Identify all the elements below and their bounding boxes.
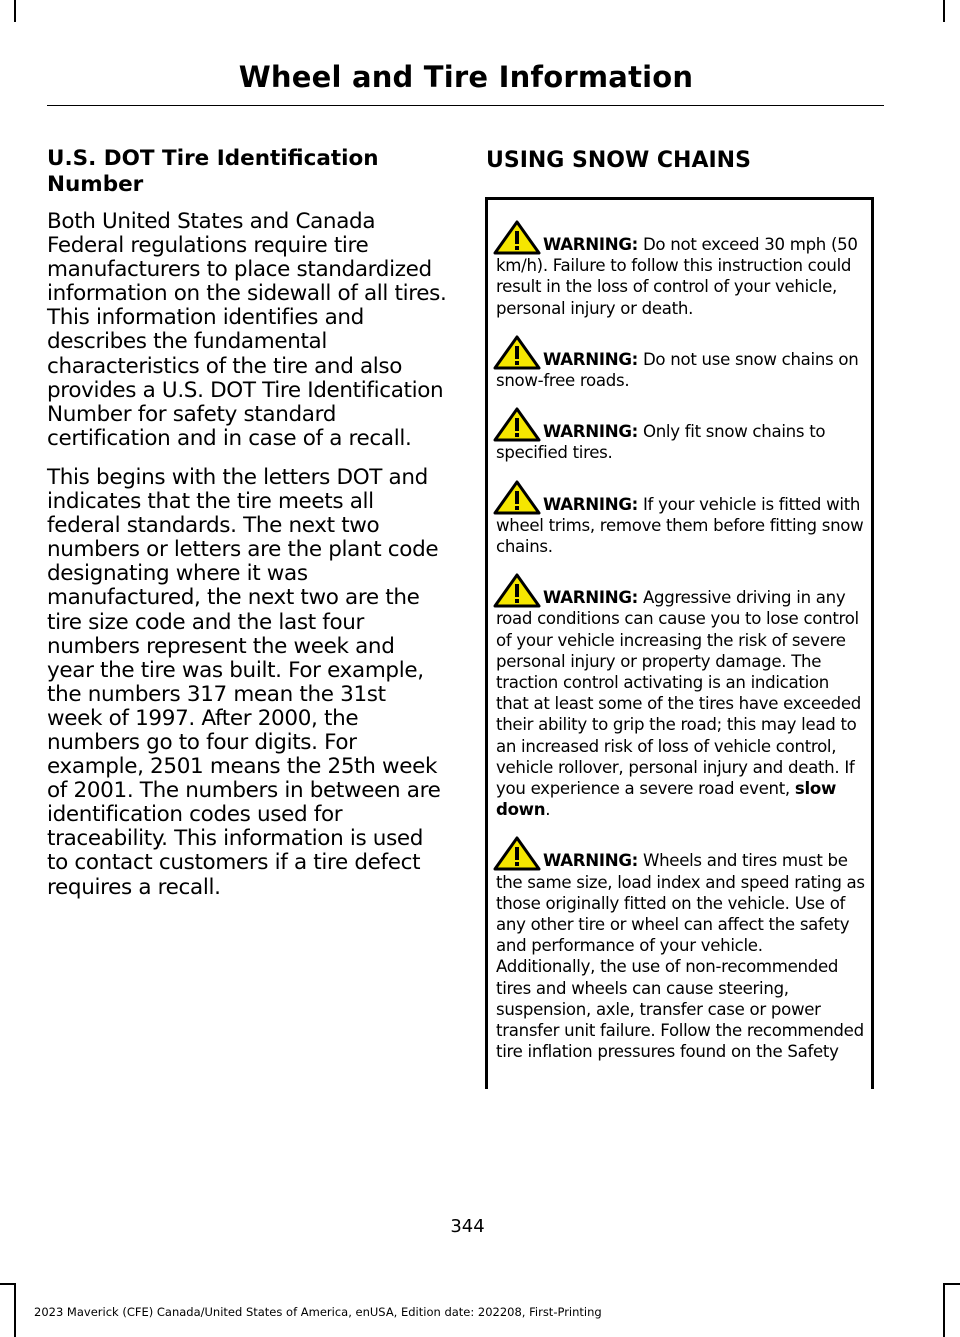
- warning-item: [496, 407, 866, 463]
- warning-text-end: .: [545, 800, 551, 820]
- footer-edition-text: 2023 Maverick (CFE) Canada/United States of America, enUSA, Edition date: 202208, First-Printing: [34, 1305, 602, 1319]
- left-column: [47, 146, 447, 915]
- warning-item: [496, 335, 866, 391]
- warning-triangle-icon: [492, 480, 542, 515]
- crop-mark-bottom-left-h: [0, 1283, 16, 1285]
- warning-item: [496, 836, 866, 1062]
- section-heading-snow-chains: USING SNOW CHAINS: [486, 148, 751, 173]
- warning-text: Aggressive driving in any road conditions can cause you to lose control of your vehicle increasing the risk of severe personal injury or property damage. The traction control activating is an indication that at least some of the tires have exceeded their ability to grip the road; this may lead to an increased risk of loss of vehicle control, vehicle rollover, personal injury and death. If you experience a severe road event,: [496, 588, 862, 799]
- warning-text: Wheels and tires must be the same size, load index and speed rating as those originally fitted on the vehicle. Use of any other tire or wheel can affect the safety and performance of your vehicle. Additionally, the use of non-recommended tires and wheels can cause steering, suspension, axle, transfer case or power transfer unit failure. Follow the recommended tire inflation pressures found on the Safety: [496, 851, 865, 1062]
- header-divider: [47, 105, 884, 106]
- warning-item: [496, 573, 866, 820]
- warning-label: WARNING:: [543, 851, 638, 871]
- warning-triangle-icon: [492, 407, 542, 442]
- warning-triangle-icon: [492, 573, 542, 608]
- crop-mark-bottom-right-v: [943, 1283, 945, 1337]
- warning-text: If your vehicle is fitted with wheel trims, remove them before fitting snow chains.: [496, 494, 864, 557]
- page-number: 344: [450, 1216, 485, 1237]
- warning-item: [496, 220, 866, 319]
- warning-label: WARNING:: [543, 494, 638, 514]
- warning-box: [485, 197, 874, 1089]
- warning-text: Do not use snow chains on snow-free roads.: [496, 349, 859, 391]
- section-heading-dot-tin: U.S. DOT Tire Identification Number: [47, 146, 379, 197]
- warning-emphasis: slow down: [496, 779, 836, 820]
- warning-triangle-icon: [492, 335, 542, 370]
- warning-item: [496, 480, 866, 558]
- warning-text: Only fit snow chains to specified tires.: [496, 422, 826, 463]
- warning-label: WARNING:: [543, 422, 638, 442]
- crop-mark-top-right-v: [943, 0, 945, 22]
- warning-text: Do not exceed 30 mph (50 km/h). Failure to follow this instruction could result in the loss of control of your vehicle, personal injury or death.: [496, 235, 858, 318]
- warning-label: WARNING:: [543, 349, 638, 369]
- crop-mark-top-left-v: [14, 0, 16, 22]
- warning-label: WARNING:: [543, 588, 638, 608]
- crop-mark-bottom-right-h: [943, 1283, 960, 1285]
- warning-label: WARNING:: [543, 235, 638, 254]
- page-title: Wheel and Tire Information: [238, 60, 694, 94]
- warning-triangle-icon: [492, 220, 542, 255]
- warning-triangle-icon: [492, 836, 542, 871]
- body-paragraph: This begins with the letters DOT and indicates that the tire meets all federal standards. The next two numbers or letters are the plant code designating where it was manufactured, the next two are the tire size code and the last four numbers represent the week and year the tire was built. For example, the numbers 317 mean the 31st week of 1997. After 2000, the numbers go to four digits. For example, 2501 means the 25th week of 2001. The numbers in between are identification codes used for traceability. This information is used to contact customers if a tire defect requires a recall.: [47, 464, 441, 900]
- body-paragraph: Both United States and Canada Federal regulations require tire manufacturers to place standardized information on the sidewall of all tires. This information identifies and describes the fundamental characteristics of the tire and also provides a U.S. DOT Tire Identification Number for safety standard certification and in case of a recall.: [47, 209, 447, 451]
- crop-mark-bottom-left-v: [14, 1283, 16, 1337]
